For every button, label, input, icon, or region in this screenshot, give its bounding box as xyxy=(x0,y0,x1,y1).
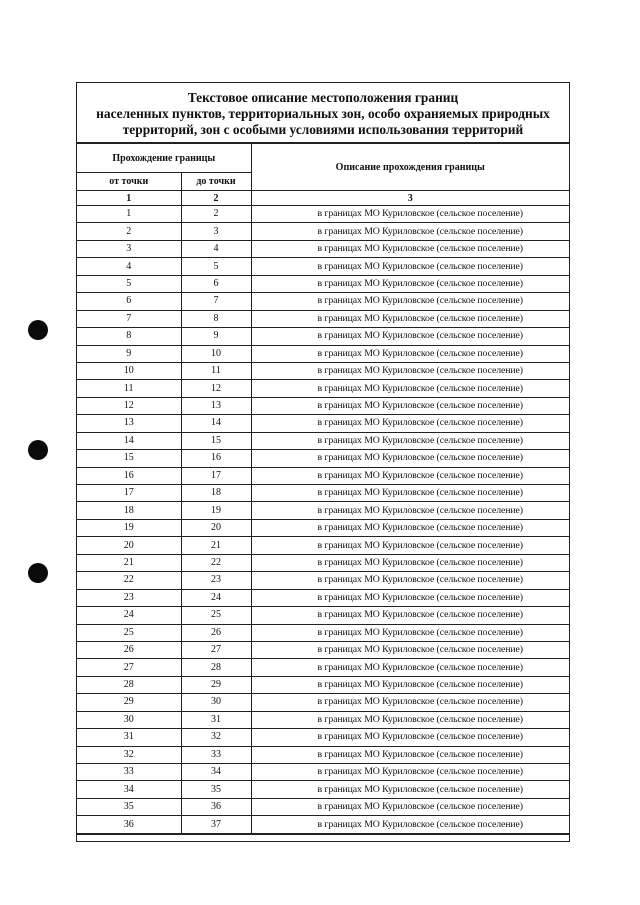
to-point-cell: 36 xyxy=(181,798,251,815)
description-cell: в границах МО Куриловское (сельское поселение) xyxy=(251,624,569,641)
from-point-cell: 2 xyxy=(77,223,181,240)
description-cell: в границах МО Куриловское (сельское поселение) xyxy=(251,676,569,693)
header-from-point: от точки xyxy=(77,173,181,191)
header-to-point: до точки xyxy=(181,173,251,191)
from-point-cell: 17 xyxy=(77,485,181,502)
to-point-cell: 37 xyxy=(181,816,251,833)
table-row xyxy=(77,711,569,728)
table-row xyxy=(77,816,569,833)
to-point-cell: 8 xyxy=(181,310,251,327)
title-line-1: Текстовое описание местоположения границ xyxy=(187,89,459,105)
to-point-cell: 26 xyxy=(181,624,251,641)
column-number-2: 2 xyxy=(181,191,251,206)
punch-hole-middle xyxy=(28,440,48,460)
punch-hole-bottom xyxy=(28,563,48,583)
to-point-cell: 20 xyxy=(181,519,251,536)
table-row xyxy=(77,589,569,606)
from-point-cell: 25 xyxy=(77,624,181,641)
table-bottom-rule xyxy=(77,834,569,841)
from-point-cell: 31 xyxy=(77,729,181,746)
column-number-1: 1 xyxy=(77,191,181,206)
to-point-cell: 12 xyxy=(181,380,251,397)
from-point-cell: 22 xyxy=(77,572,181,589)
description-cell: в границах МО Куриловское (сельское поселение) xyxy=(251,816,569,833)
description-cell: в границах МО Куриловское (сельское поселение) xyxy=(251,380,569,397)
document-title xyxy=(77,83,569,143)
table-row xyxy=(77,206,569,223)
table-row xyxy=(77,607,569,624)
to-point-cell: 16 xyxy=(181,450,251,467)
to-point-cell: 15 xyxy=(181,432,251,449)
from-point-cell: 24 xyxy=(77,607,181,624)
table-row xyxy=(77,746,569,763)
from-point-cell: 5 xyxy=(77,275,181,292)
description-cell: в границах МО Куриловское (сельское поселение) xyxy=(251,432,569,449)
to-point-cell: 31 xyxy=(181,711,251,728)
description-cell: в границах МО Куриловское (сельское поселение) xyxy=(251,729,569,746)
to-point-cell: 28 xyxy=(181,659,251,676)
from-point-cell: 29 xyxy=(77,694,181,711)
from-point-cell: 21 xyxy=(77,554,181,571)
table-row xyxy=(77,554,569,571)
description-cell: в границах МО Куриловское (сельское поселение) xyxy=(251,781,569,798)
to-point-cell: 2 xyxy=(181,206,251,223)
description-cell: в границах МО Куриловское (сельское поселение) xyxy=(251,258,569,275)
to-point-cell: 27 xyxy=(181,641,251,658)
header-boundary-passage: Прохождение границы xyxy=(77,144,251,173)
to-point-cell: 14 xyxy=(181,415,251,432)
from-point-cell: 36 xyxy=(77,816,181,833)
table-row xyxy=(77,240,569,257)
from-point-cell: 1 xyxy=(77,206,181,223)
from-point-cell: 28 xyxy=(77,676,181,693)
description-cell: в границах МО Куриловское (сельское поселение) xyxy=(251,345,569,362)
from-point-cell: 35 xyxy=(77,798,181,815)
table-row xyxy=(77,432,569,449)
from-point-cell: 9 xyxy=(77,345,181,362)
table-row xyxy=(77,293,569,310)
from-point-cell: 30 xyxy=(77,711,181,728)
to-point-cell: 13 xyxy=(181,397,251,414)
to-point-cell: 34 xyxy=(181,764,251,781)
from-point-cell: 16 xyxy=(77,467,181,484)
description-cell: в границах МО Куриловское (сельское поселение) xyxy=(251,519,569,536)
title-line-3: территорий, зон с особыми условиями использования территорий xyxy=(122,121,524,137)
to-point-cell: 30 xyxy=(181,694,251,711)
to-point-cell: 17 xyxy=(181,467,251,484)
to-point-cell: 10 xyxy=(181,345,251,362)
table-row xyxy=(77,781,569,798)
from-point-cell: 33 xyxy=(77,764,181,781)
description-cell: в границах МО Куриловское (сельское поселение) xyxy=(251,572,569,589)
description-cell: в границах МО Куриловское (сельское поселение) xyxy=(251,537,569,554)
description-cell: в границах МО Куриловское (сельское поселение) xyxy=(251,223,569,240)
from-point-cell: 10 xyxy=(77,362,181,379)
table-body xyxy=(77,206,569,834)
table-row xyxy=(77,467,569,484)
to-point-cell: 23 xyxy=(181,572,251,589)
table-row xyxy=(77,328,569,345)
table-row xyxy=(77,362,569,379)
to-point-cell: 9 xyxy=(181,328,251,345)
to-point-cell: 5 xyxy=(181,258,251,275)
description-cell: в границах МО Куриловское (сельское поселение) xyxy=(251,641,569,658)
to-point-cell: 24 xyxy=(181,589,251,606)
to-point-cell: 21 xyxy=(181,537,251,554)
from-point-cell: 11 xyxy=(77,380,181,397)
description-cell: в границах МО Куриловское (сельское поселение) xyxy=(251,293,569,310)
table-row xyxy=(77,275,569,292)
from-point-cell: 23 xyxy=(77,589,181,606)
to-point-cell: 32 xyxy=(181,729,251,746)
table-row xyxy=(77,798,569,815)
to-point-cell: 25 xyxy=(181,607,251,624)
from-point-cell: 20 xyxy=(77,537,181,554)
table-row xyxy=(77,729,569,746)
table-row xyxy=(77,502,569,519)
from-point-cell: 4 xyxy=(77,258,181,275)
table-row xyxy=(77,572,569,589)
from-point-cell: 32 xyxy=(77,746,181,763)
table-row xyxy=(77,694,569,711)
to-point-cell: 4 xyxy=(181,240,251,257)
table-row xyxy=(77,764,569,781)
table-row xyxy=(77,223,569,240)
table-row xyxy=(77,676,569,693)
description-cell: в границах МО Куриловское (сельское поселение) xyxy=(251,467,569,484)
description-cell: в границах МО Куриловское (сельское поселение) xyxy=(251,275,569,292)
from-point-cell: 14 xyxy=(77,432,181,449)
table-row xyxy=(77,519,569,536)
description-cell: в границах МО Куриловское (сельское поселение) xyxy=(251,397,569,414)
to-point-cell: 7 xyxy=(181,293,251,310)
description-cell: в границах МО Куриловское (сельское поселение) xyxy=(251,450,569,467)
table-row xyxy=(77,450,569,467)
table-row xyxy=(77,485,569,502)
from-point-cell: 18 xyxy=(77,502,181,519)
title-line-2: населенных пунктов, территориальных зон, особо охраняемых природных xyxy=(96,105,550,121)
table-row xyxy=(77,659,569,676)
table-row xyxy=(77,415,569,432)
description-cell: в границах МО Куриловское (сельское поселение) xyxy=(251,310,569,327)
description-cell: в границах МО Куриловское (сельское поселение) xyxy=(251,240,569,257)
from-point-cell: 27 xyxy=(77,659,181,676)
to-point-cell: 33 xyxy=(181,746,251,763)
description-cell: в границах МО Куриловское (сельское поселение) xyxy=(251,485,569,502)
description-cell: в границах МО Куриловское (сельское поселение) xyxy=(251,328,569,345)
from-point-cell: 8 xyxy=(77,328,181,345)
description-cell: в границах МО Куриловское (сельское поселение) xyxy=(251,798,569,815)
description-cell: в границах МО Куриловское (сельское поселение) xyxy=(251,694,569,711)
to-point-cell: 18 xyxy=(181,485,251,502)
description-cell: в границах МО Куриловское (сельское поселение) xyxy=(251,554,569,571)
table-row xyxy=(77,380,569,397)
header-description: Описание прохождения границы xyxy=(251,144,569,191)
column-number-3: 3 xyxy=(251,191,569,206)
table-row xyxy=(77,641,569,658)
from-point-cell: 12 xyxy=(77,397,181,414)
table-row xyxy=(77,310,569,327)
description-cell: в границах МО Куриловское (сельское поселение) xyxy=(251,362,569,379)
description-cell: в границах МО Куриловское (сельское поселение) xyxy=(251,607,569,624)
punch-hole-top xyxy=(28,320,48,340)
from-point-cell: 3 xyxy=(77,240,181,257)
description-cell: в границах МО Куриловское (сельское поселение) xyxy=(251,589,569,606)
boundary-table xyxy=(77,143,569,834)
table-row xyxy=(77,624,569,641)
to-point-cell: 29 xyxy=(181,676,251,693)
table-row xyxy=(77,537,569,554)
to-point-cell: 6 xyxy=(181,275,251,292)
from-point-cell: 6 xyxy=(77,293,181,310)
to-point-cell: 35 xyxy=(181,781,251,798)
table-row xyxy=(77,258,569,275)
from-point-cell: 26 xyxy=(77,641,181,658)
description-cell: в границах МО Куриловское (сельское поселение) xyxy=(251,746,569,763)
table-row xyxy=(77,397,569,414)
to-point-cell: 11 xyxy=(181,362,251,379)
to-point-cell: 19 xyxy=(181,502,251,519)
from-point-cell: 13 xyxy=(77,415,181,432)
description-cell: в границах МО Куриловское (сельское поселение) xyxy=(251,502,569,519)
description-cell: в границах МО Куриловское (сельское поселение) xyxy=(251,764,569,781)
to-point-cell: 3 xyxy=(181,223,251,240)
description-cell: в границах МО Куриловское (сельское поселение) xyxy=(251,206,569,223)
from-point-cell: 15 xyxy=(77,450,181,467)
table-row xyxy=(77,345,569,362)
to-point-cell: 22 xyxy=(181,554,251,571)
description-cell: в границах МО Куриловское (сельское поселение) xyxy=(251,415,569,432)
description-cell: в границах МО Куриловское (сельское поселение) xyxy=(251,659,569,676)
from-point-cell: 34 xyxy=(77,781,181,798)
from-point-cell: 7 xyxy=(77,310,181,327)
boundary-description-sheet xyxy=(76,82,570,842)
from-point-cell: 19 xyxy=(77,519,181,536)
description-cell: в границах МО Куриловское (сельское поселение) xyxy=(251,711,569,728)
